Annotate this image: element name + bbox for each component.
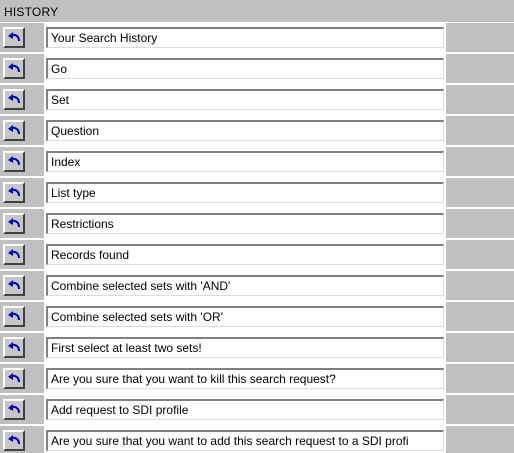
- field-cell: [44, 333, 446, 362]
- field-cell: [44, 116, 446, 145]
- field-cell: [44, 54, 446, 83]
- history-text-value: Question: [51, 124, 100, 138]
- undo-arrow-icon: [6, 371, 22, 386]
- history-text-value: Index: [51, 155, 81, 169]
- history-row: [0, 333, 514, 362]
- undo-arrow-icon: [6, 402, 22, 417]
- undo-button[interactable]: [3, 244, 25, 265]
- undo-arrow-icon: [6, 340, 22, 355]
- field-cell: [44, 178, 446, 207]
- undo-arrow-icon: [6, 123, 22, 138]
- history-header: [0, 0, 514, 22]
- field-cell: [44, 395, 446, 424]
- field-cell: [44, 209, 446, 238]
- history-text-value: Are you sure that you want to add this search request to a SDI profi: [51, 434, 409, 448]
- history-text-field[interactable]: [46, 182, 444, 203]
- history-text-value: Set: [51, 93, 70, 107]
- history-text-value: List type: [51, 186, 96, 200]
- field-cell: [44, 302, 446, 331]
- history-text-value: Are you sure that you want to kill this search request?: [51, 372, 336, 386]
- history-text-value: First select at least two sets!: [51, 341, 202, 355]
- undo-button[interactable]: [3, 213, 25, 234]
- history-text-field[interactable]: [46, 244, 444, 265]
- undo-button[interactable]: [3, 58, 25, 79]
- history-text-field[interactable]: [46, 275, 444, 296]
- undo-arrow-icon: [6, 154, 22, 169]
- undo-arrow-icon: [6, 247, 22, 262]
- undo-arrow-icon: [6, 309, 22, 324]
- field-cell: [44, 240, 446, 269]
- history-text-field[interactable]: [46, 58, 444, 79]
- undo-button[interactable]: [3, 430, 25, 451]
- history-rows: [0, 23, 514, 453]
- undo-button[interactable]: [3, 120, 25, 141]
- history-row: [0, 426, 514, 453]
- history-text-field[interactable]: [46, 368, 444, 389]
- history-text-field[interactable]: [46, 399, 444, 420]
- history-text-value: Combine selected sets with 'OR': [51, 310, 223, 324]
- history-row: [0, 209, 514, 238]
- undo-arrow-icon: [6, 185, 22, 200]
- history-text-field[interactable]: [46, 151, 444, 172]
- undo-button[interactable]: [3, 27, 25, 48]
- history-text-value: Restrictions: [51, 217, 114, 231]
- field-cell: [44, 364, 446, 393]
- undo-arrow-icon: [6, 30, 22, 45]
- field-cell: [44, 147, 446, 176]
- undo-arrow-icon: [6, 92, 22, 107]
- undo-button[interactable]: [3, 182, 25, 203]
- undo-arrow-icon: [6, 61, 22, 76]
- undo-button[interactable]: [3, 306, 25, 327]
- undo-button[interactable]: [3, 275, 25, 296]
- history-text-value: Go: [51, 62, 68, 76]
- history-text-field[interactable]: [46, 213, 444, 234]
- history-text-field[interactable]: [46, 430, 444, 451]
- history-text-field[interactable]: [46, 337, 444, 358]
- undo-button[interactable]: [3, 337, 25, 358]
- history-text-field[interactable]: [46, 27, 444, 48]
- field-cell: [44, 85, 446, 114]
- field-cell: [44, 271, 446, 300]
- history-row: [0, 23, 514, 52]
- history-row: [0, 271, 514, 300]
- undo-arrow-icon: [6, 278, 22, 293]
- history-row: [0, 178, 514, 207]
- undo-arrow-icon: [6, 433, 22, 448]
- history-text-value: Add request to SDI profile: [51, 403, 189, 417]
- undo-arrow-icon: [6, 216, 22, 231]
- history-text-value: Your Search History: [51, 31, 158, 45]
- history-text-value: Records found: [51, 248, 130, 262]
- undo-button[interactable]: [3, 151, 25, 172]
- field-cell: [44, 426, 446, 453]
- history-text-value: Combine selected sets with 'AND': [51, 279, 231, 293]
- history-row: [0, 364, 514, 393]
- history-row: [0, 302, 514, 331]
- history-row: [0, 395, 514, 424]
- undo-button[interactable]: [3, 368, 25, 389]
- field-cell: [44, 23, 446, 52]
- history-row: [0, 147, 514, 176]
- history-row: [0, 240, 514, 269]
- history-text-field[interactable]: [46, 120, 444, 141]
- history-row: [0, 54, 514, 83]
- undo-button[interactable]: [3, 399, 25, 420]
- history-row: [0, 85, 514, 114]
- history-text-field[interactable]: [46, 306, 444, 327]
- history-text-field[interactable]: [46, 89, 444, 110]
- history-row: [0, 116, 514, 145]
- history-title: HISTORY: [4, 5, 59, 19]
- undo-button[interactable]: [3, 89, 25, 110]
